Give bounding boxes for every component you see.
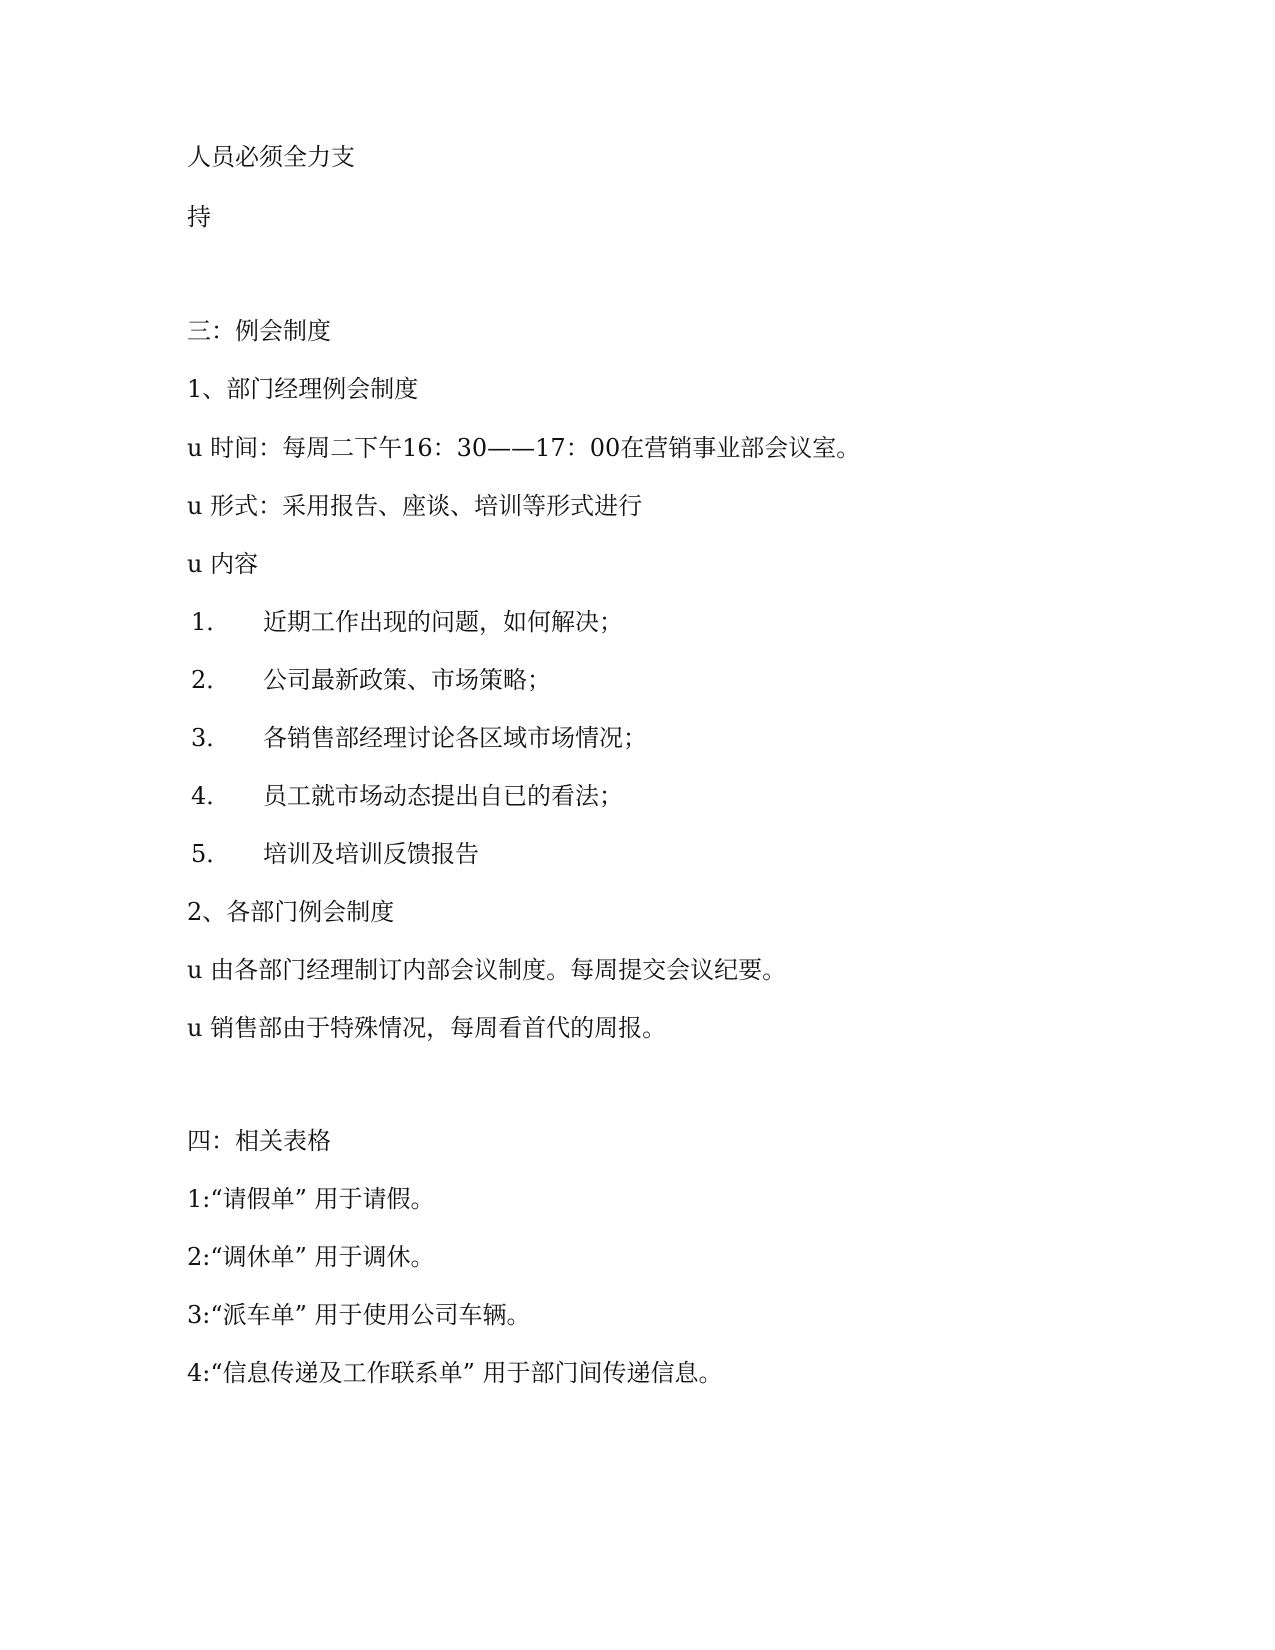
bullet-item: u 由各部门经理制订内部会议制度。每周提交会议纪要。	[187, 956, 787, 984]
agenda-text: 培训及培训反馈报告	[263, 840, 479, 868]
agenda-item	[187, 607, 623, 637]
section-heading: 三：例会制度	[187, 317, 331, 345]
agenda-number: 5．	[191, 840, 231, 868]
form-item: 2:“调休单” 用于调休。	[187, 1243, 435, 1271]
agenda-text: 近期工作出现的问题，如何解决；	[263, 608, 623, 636]
form-item: 1:“请假单” 用于请假。	[187, 1185, 435, 1213]
agenda-item	[187, 781, 623, 811]
agenda-text: 各销售部经理讨论各区域市场情况；	[263, 724, 647, 752]
agenda-text: 公司最新政策、市场策略；	[263, 666, 551, 694]
form-item: 3:“派车单” 用于使用公司车辆。	[187, 1301, 531, 1329]
agenda-number: 1．	[191, 608, 231, 636]
agenda-number: 2．	[191, 666, 231, 694]
bullet-item: u 内容	[187, 550, 259, 578]
agenda-number: 4．	[191, 782, 231, 810]
agenda-text: 员工就市场动态提出自已的看法；	[263, 782, 623, 810]
agenda-item	[187, 839, 479, 869]
agenda-number: 3．	[191, 724, 231, 752]
subsection-heading: 2、各部门例会制度	[187, 898, 395, 926]
agenda-item	[187, 665, 551, 695]
bullet-item: u 形式：采用报告、座谈、培训等形式进行	[187, 492, 643, 520]
agenda-item	[187, 723, 647, 753]
section-heading: 四：相关表格	[187, 1127, 331, 1155]
subsection-heading: 1、部门经理例会制度	[187, 375, 419, 403]
text-line: 人员必须全力支	[187, 143, 355, 171]
bullet-item: u 时间：每周二下午16：30——17：00在营销事业部会议室。	[187, 434, 861, 462]
bullet-item: u 销售部由于特殊情况，每周看首代的周报。	[187, 1014, 667, 1042]
form-item: 4:“信息传递及工作联系单” 用于部门间传递信息。	[187, 1359, 723, 1387]
text-line: 持	[187, 203, 211, 231]
